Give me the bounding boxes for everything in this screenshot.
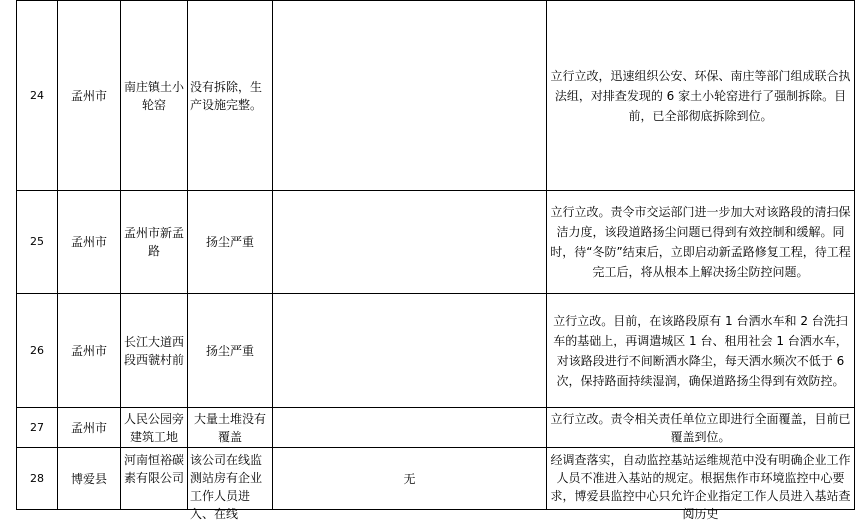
rectification-table	[16, 0, 855, 521]
row-number: 27	[17, 408, 58, 448]
table-row	[17, 1, 855, 191]
table-row	[17, 448, 855, 510]
blank-cell	[273, 408, 547, 448]
site-cell: 南庄镇土小轮窑	[121, 1, 188, 191]
city-cell: 孟州市	[58, 294, 121, 408]
blank-cell	[273, 1, 547, 191]
table-row	[17, 408, 855, 448]
city-cell: 博爱县	[58, 448, 121, 510]
measure-cell: 立行立改。目前，在该路段原有 1 台洒水车和 2 台洗扫车的基础上，再调遣城区 1 台、租用社会 1 台洒水车，对该路段进行不间断洒水降尘，每天洒水频次不低于 6 次，保持路面持续湿润，确保道路扬尘得到有效防控。	[547, 294, 855, 408]
measure-cell: 立行立改，迅速组织公安、环保、南庄等部门组成联合执法组，对排查发现的 6 家土小轮窑进行了强制拆除。目前，已全部彻底拆除到位。	[547, 1, 855, 191]
table-row	[17, 191, 855, 294]
row-number: 25	[17, 191, 58, 294]
measure-text: 经调查落实，自动监控基站运维规范中没有明确企业工作人员不准进入基站的规定。根据焦作市环境监控中心要求，博爱县监控中心只允许企业指定工作人员进入基站查阅历史	[550, 452, 851, 521]
city-cell: 孟州市	[58, 1, 121, 191]
row-number: 26	[17, 294, 58, 408]
issue-cell: 大量土堆没有覆盖	[188, 408, 273, 448]
city-cell: 孟州市	[58, 408, 121, 448]
issue-cell	[188, 448, 273, 521]
table-row	[17, 294, 855, 408]
row-number: 28	[17, 448, 58, 510]
site-cell: 长江大道西段西虢村前	[121, 294, 188, 408]
city-cell: 孟州市	[58, 191, 121, 294]
measure-cell: 立行立改。责令市交运部门进一步加大对该路段的清扫保洁力度，该段道路扬尘问题已得到有效控制和缓解。同时，待“冬防”结束后，立即启动新孟路修复工程，待工程完工后，将从根本上解决扬尘防控问题。	[547, 191, 855, 294]
blank-cell	[273, 191, 547, 294]
blank-cell: 无	[273, 448, 547, 510]
site-cell: 人民公园旁建筑工地	[121, 408, 188, 448]
row-number: 24	[17, 1, 58, 191]
measure-cell: 立行立改。责令相关责任单位立即进行全面覆盖，目前已覆盖到位。	[547, 408, 855, 448]
measure-cell	[547, 448, 855, 521]
issue-text: 该公司在线监测站房有企业工作人员进入、在线	[190, 452, 263, 521]
site-cell: 孟州市新孟路	[121, 191, 188, 294]
issue-cell: 扬尘严重	[188, 294, 273, 408]
site-cell	[121, 448, 188, 510]
blank-cell	[273, 294, 547, 408]
issue-cell: 没有拆除，生产设施完整。	[188, 1, 273, 191]
issue-cell: 扬尘严重	[188, 191, 273, 294]
site-text: 河南恒裕碳素有限公司	[123, 452, 184, 485]
